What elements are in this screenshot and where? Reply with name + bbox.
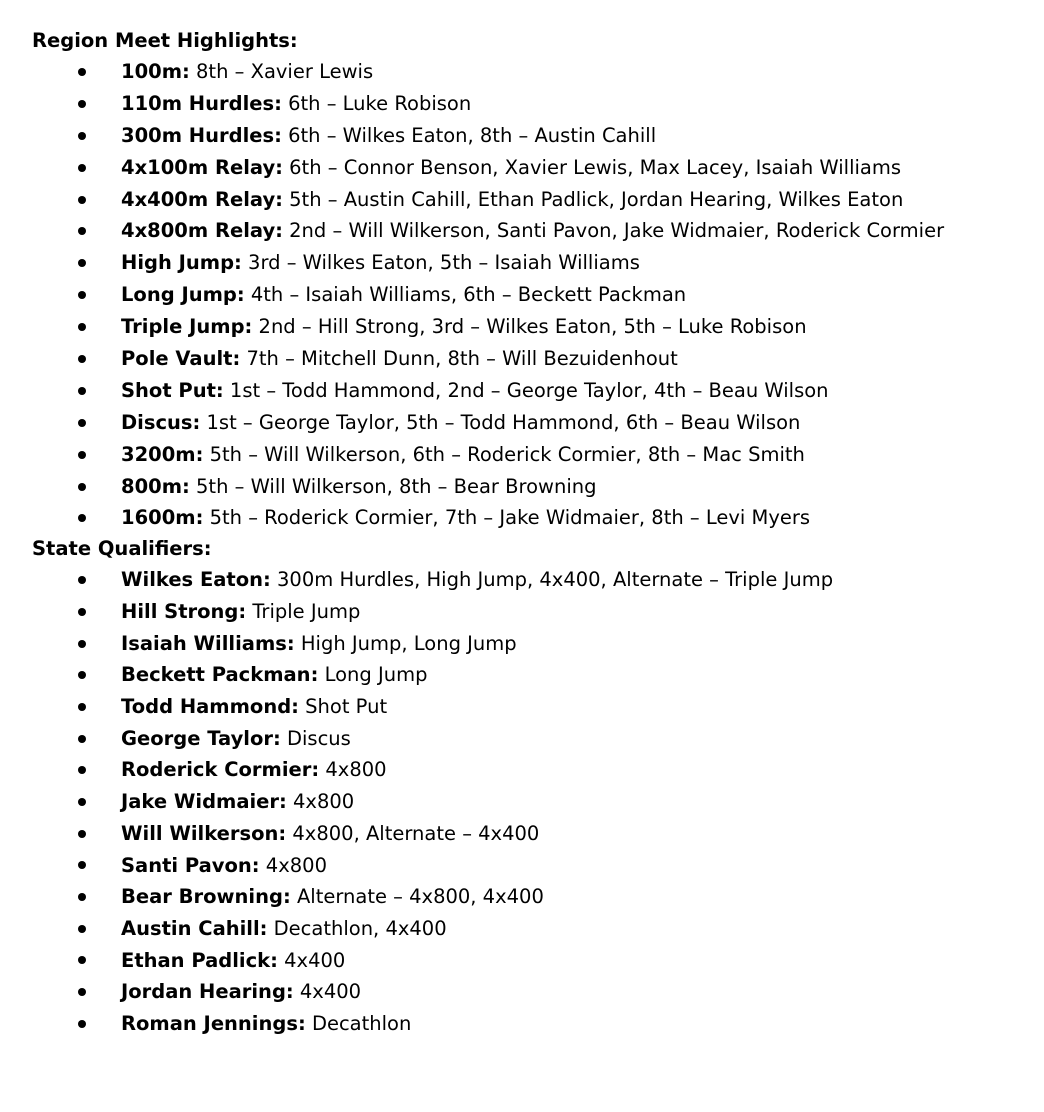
list-item	[32, 913, 1036, 945]
item-label: 110m Hurdles:	[121, 91, 282, 115]
item-label: Todd Hammond:	[121, 695, 299, 719]
item-text: 8th – Xavier Lewis	[189, 60, 374, 83]
bullet-icon	[78, 671, 86, 679]
item-text: Decathlon	[305, 1011, 412, 1035]
item-label: Shot Put:	[121, 378, 224, 402]
bullet-icon	[78, 227, 86, 235]
region-meet-list	[32, 56, 1036, 534]
item-text: 4x400	[293, 980, 362, 1004]
list-item	[32, 596, 1036, 628]
list-item	[32, 723, 1036, 755]
item-label: 100m:	[121, 60, 190, 83]
item-text: 300m Hurdles, High Jump, 4x400, Alternate – Triple Jump	[270, 568, 834, 592]
item-label: 300m Hurdles:	[121, 123, 282, 147]
item-text: 1st – Todd Hammond, 2nd – George Taylor, 4th – Beau Wilson	[223, 378, 829, 402]
item-text: 5th – Austin Cahill, Ethan Padlick, Jordan Hearing, Wilkes Eaton	[282, 187, 904, 211]
list-item	[32, 1008, 1036, 1040]
item-text: Discus	[280, 726, 351, 750]
list-item	[32, 343, 1036, 375]
item-label: Austin Cahill:	[121, 916, 268, 940]
item-label: Long Jump:	[121, 283, 245, 307]
bullet-icon	[78, 132, 86, 140]
list-item	[32, 184, 1036, 216]
bullet-icon	[78, 68, 86, 76]
bullet-icon	[78, 514, 86, 522]
item-label: Roderick Cormier:	[121, 758, 320, 782]
list-item	[32, 88, 1036, 120]
item-text: Alternate – 4x800, 4x400	[290, 885, 544, 909]
bullet-icon	[78, 735, 86, 743]
bullet-icon	[78, 893, 86, 901]
item-text: 2nd – Will Wilkerson, Santi Pavon, Jake Widmaier, Roderick Cormier	[282, 219, 945, 243]
bullet-icon	[78, 1020, 86, 1028]
item-label: Will Wilkerson:	[121, 821, 287, 845]
item-text: Long Jump	[318, 663, 428, 687]
bullet-icon	[78, 988, 86, 996]
bullet-icon	[78, 861, 86, 869]
item-text: High Jump, Long Jump	[294, 631, 517, 655]
list-item	[32, 786, 1036, 818]
item-text: 7th – Mitchell Dunn, 8th – Will Bezuidenhout	[240, 347, 678, 371]
bullet-icon	[78, 100, 86, 108]
bullet-icon	[78, 164, 86, 172]
item-label: High Jump:	[121, 251, 242, 275]
item-label: Isaiah Williams:	[121, 631, 295, 655]
list-item	[32, 279, 1036, 311]
bullet-icon	[78, 640, 86, 648]
item-label: Pole Vault:	[121, 347, 241, 371]
bullet-icon	[78, 608, 86, 616]
item-label: George Taylor:	[121, 726, 281, 750]
item-label: Roman Jennings:	[121, 1011, 306, 1035]
item-text: 5th – Will Wilkerson, 8th – Bear Browning	[189, 474, 597, 498]
bullet-icon	[78, 830, 86, 838]
list-item	[32, 628, 1036, 660]
list-item	[32, 311, 1036, 343]
list-item	[32, 564, 1036, 596]
bullet-icon	[78, 387, 86, 395]
item-text: Shot Put	[298, 695, 388, 719]
item-text: 4x800	[319, 758, 387, 782]
document-body	[32, 26, 1036, 1040]
bullet-icon	[78, 291, 86, 299]
item-label: Wilkes Eaton:	[121, 568, 271, 592]
list-item	[32, 120, 1036, 152]
bullet-icon	[78, 323, 86, 331]
list-item	[32, 945, 1036, 977]
item-text: 2nd – Hill Strong, 3rd – Wilkes Eaton, 5th – Luke Robison	[252, 315, 807, 339]
list-item	[32, 375, 1036, 407]
item-label: 4x400m Relay:	[121, 187, 283, 211]
bullet-icon	[78, 798, 86, 806]
list-item	[32, 976, 1036, 1008]
section-heading-region-meet: Region Meet Highlights:	[32, 29, 298, 52]
bullet-icon	[78, 355, 86, 363]
item-label: 1600m:	[121, 506, 204, 530]
bullet-icon	[78, 766, 86, 774]
bullet-icon	[78, 925, 86, 933]
item-label: Discus:	[121, 410, 201, 434]
item-text: 5th – Roderick Cormier, 7th – Jake Widmaier, 8th – Levi Myers	[203, 506, 811, 530]
item-text: Triple Jump	[246, 600, 361, 624]
item-label: Jordan Hearing:	[121, 980, 294, 1004]
item-text: 4th – Isaiah Williams, 6th – Beckett Packman	[244, 283, 687, 307]
bullet-icon	[78, 451, 86, 459]
item-text: 4x400	[277, 948, 346, 972]
list-item	[32, 471, 1036, 503]
item-text: 6th – Connor Benson, Xavier Lewis, Max Lacey, Isaiah Williams	[282, 155, 902, 179]
item-text: 5th – Will Wilkerson, 6th – Roderick Cormier, 8th – Mac Smith	[203, 442, 805, 466]
state-qualifiers-list	[32, 564, 1036, 1039]
item-text: 4x800	[259, 853, 327, 877]
item-label: Ethan Padlick:	[121, 948, 278, 972]
bullet-icon	[78, 419, 86, 427]
bullet-icon	[78, 956, 86, 964]
bullet-icon	[78, 703, 86, 711]
list-item	[32, 754, 1036, 786]
item-label: Jake Widmaier:	[121, 790, 287, 814]
item-label: Hill Strong:	[121, 600, 247, 624]
list-item	[32, 439, 1036, 471]
list-item	[32, 818, 1036, 850]
item-label: Bear Browning:	[121, 885, 291, 909]
list-item	[32, 850, 1036, 882]
list-item	[32, 247, 1036, 279]
bullet-icon	[78, 259, 86, 267]
item-text: 1st – George Taylor, 5th – Todd Hammond, 6th – Beau Wilson	[200, 410, 801, 434]
item-text: 6th – Wilkes Eaton, 8th – Austin Cahill	[281, 123, 657, 147]
list-item	[32, 407, 1036, 439]
item-text: 6th – Luke Robison	[281, 91, 472, 115]
item-label: 4x800m Relay:	[121, 219, 283, 243]
list-item	[32, 502, 1036, 534]
item-label: 800m:	[121, 474, 190, 498]
list-item	[32, 152, 1036, 184]
item-label: Triple Jump:	[121, 315, 253, 339]
bullet-icon	[78, 576, 86, 584]
section-heading-state-qualifiers: State Qualifiers:	[32, 537, 212, 561]
item-text: 4x800, Alternate – 4x400	[286, 821, 540, 845]
item-text: 3rd – Wilkes Eaton, 5th – Isaiah Williams	[241, 251, 640, 275]
list-item	[32, 56, 1036, 88]
item-label: Santi Pavon:	[121, 853, 260, 877]
item-label: Beckett Packman:	[121, 663, 319, 687]
list-item	[32, 691, 1036, 723]
bullet-icon	[78, 483, 86, 491]
list-item	[32, 215, 1036, 247]
item-text: Decathlon, 4x400	[267, 916, 447, 940]
item-label: 4x100m Relay:	[121, 155, 283, 179]
list-item	[32, 659, 1036, 691]
item-text: 4x800	[286, 790, 355, 814]
bullet-icon	[78, 196, 86, 204]
list-item	[32, 881, 1036, 913]
item-label: 3200m:	[121, 442, 204, 466]
